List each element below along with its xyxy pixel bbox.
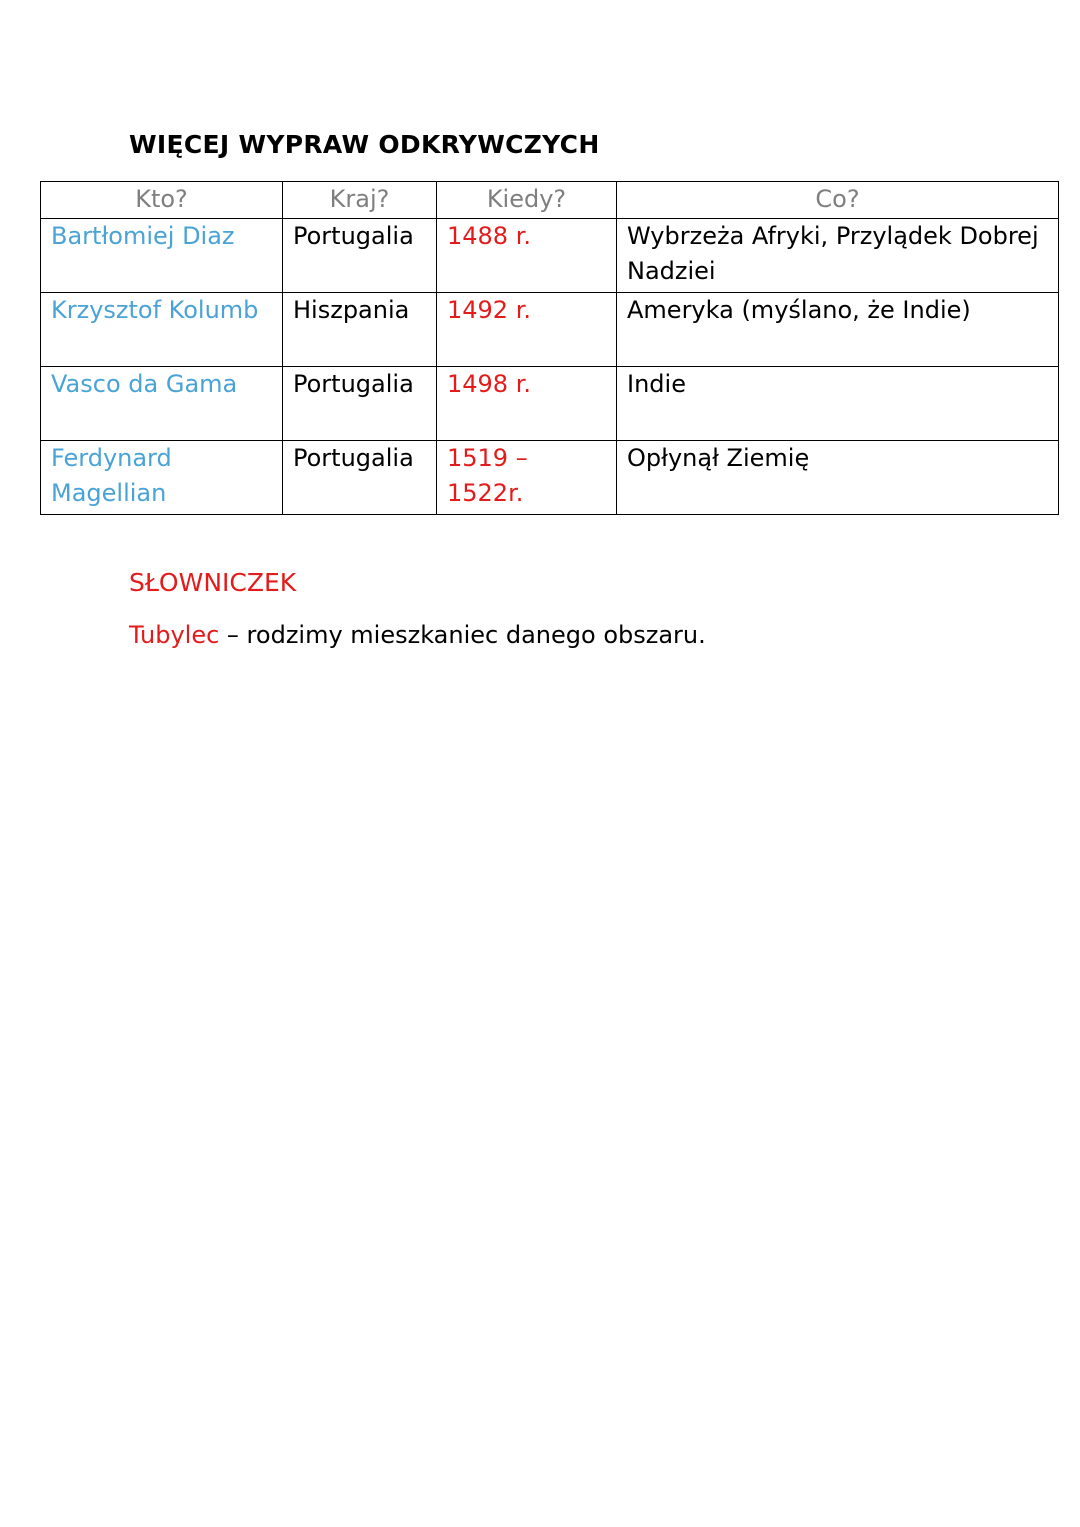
cell-who: Ferdynard Magellian	[41, 441, 283, 515]
cell-country: Portugalia	[283, 441, 437, 515]
cell-who: Krzysztof Kolumb	[41, 293, 283, 367]
table-row	[41, 367, 1059, 441]
glossary-definition: – rodzimy mieszkaniec danego obszaru.	[219, 621, 706, 649]
cell-when: 1492 r.	[437, 293, 617, 367]
header-what: Co?	[617, 182, 1059, 219]
cell-what: Wybrzeża Afryki, Przylądek Dobrej Nadziei	[617, 219, 1059, 293]
cell-who: Vasco da Gama	[41, 367, 283, 441]
glossary-entry	[129, 621, 706, 649]
table-row	[41, 219, 1059, 293]
cell-what: Ameryka (myślano, że Indie)	[617, 293, 1059, 367]
glossary-term: Tubylec	[129, 621, 220, 649]
header-who: Kto?	[41, 182, 283, 219]
voyages-table	[40, 181, 1059, 515]
cell-when: 1498 r.	[437, 367, 617, 441]
header-when: Kiedy?	[437, 182, 617, 219]
glossary-heading: SŁOWNICZEK	[129, 568, 297, 597]
table-row	[41, 441, 1059, 515]
table-header-row	[41, 182, 1059, 219]
cell-what: Indie	[617, 367, 1059, 441]
cell-country: Portugalia	[283, 219, 437, 293]
cell-when: 1519 – 1522r.	[437, 441, 617, 515]
cell-when: 1488 r.	[437, 219, 617, 293]
cell-country: Portugalia	[283, 367, 437, 441]
page-title: WIĘCEJ WYPRAW ODKRYWCZYCH	[129, 130, 600, 159]
cell-who: Bartłomiej Diaz	[41, 219, 283, 293]
header-country: Kraj?	[283, 182, 437, 219]
cell-country: Hiszpania	[283, 293, 437, 367]
cell-what: Opłynął Ziemię	[617, 441, 1059, 515]
table-row	[41, 293, 1059, 367]
